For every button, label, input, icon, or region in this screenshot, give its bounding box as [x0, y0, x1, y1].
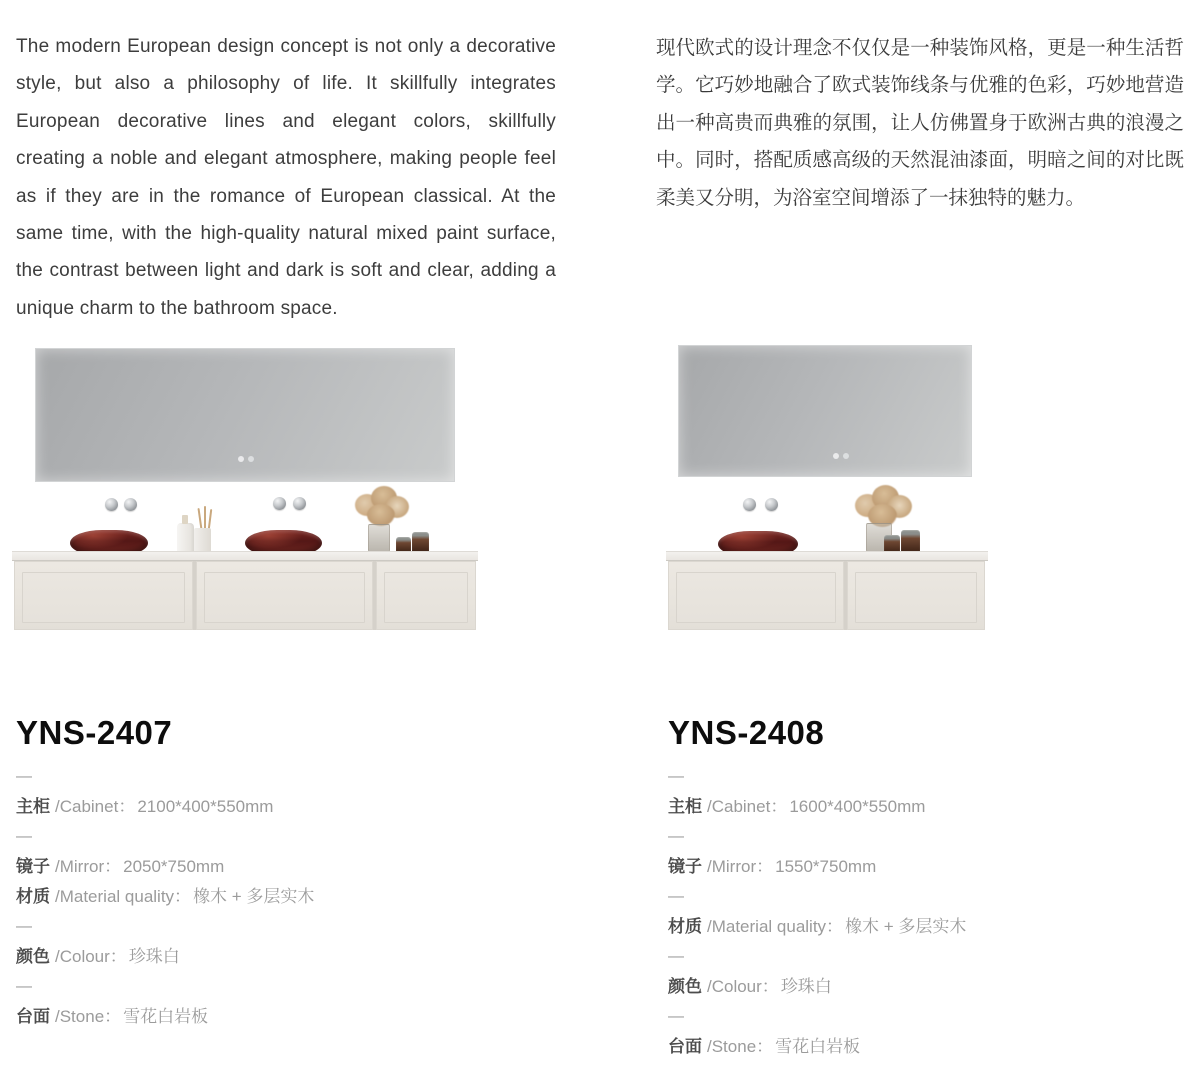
- intro-paragraph-english: The modern European design concept is not only a decorative style, but also a philosophy of life. It skillfully integrates European decorative lines and elegant colors, skillfully creating a noble and elegant atmosphere, making people feel as if they are in the romance of European classical. At the same time, with the high-quality natural mixed paint surface, the contrast between light and dark is soft and clear, adding a unique charm to the bathroom space.: [16, 36, 556, 319]
- spec-value: 橡木 + 多层实木: [845, 917, 967, 936]
- spec-divider: —: [16, 828, 32, 845]
- spec-label-zh: 主柜: [668, 797, 702, 816]
- spec-value: 1600*400*550mm: [789, 797, 926, 816]
- cabinet-door: [14, 561, 193, 630]
- spec-label-zh: 颜色: [16, 947, 50, 966]
- cabinet-door: [668, 561, 844, 630]
- mirror-touch-button-icon: [833, 453, 839, 459]
- faucet-handle: [743, 498, 756, 511]
- spec-value: 橡木 + 多层实木: [193, 887, 315, 906]
- spec-label-en: /Material quality：: [707, 917, 844, 936]
- spec-value: 2050*750mm: [123, 857, 225, 876]
- cabinet-door: [847, 561, 985, 630]
- spec-label-en: /Stone：: [55, 1007, 122, 1026]
- led-mirror: [678, 345, 972, 477]
- spec-row-stone: [668, 1032, 966, 1062]
- spec-divider: —: [16, 978, 32, 995]
- spec-list-yns-2408: [668, 762, 966, 1062]
- faucet-handle: [105, 498, 118, 511]
- spec-label-zh: 颜色: [668, 977, 702, 996]
- spec-divider: —: [668, 1008, 684, 1025]
- spec-label-zh: 材质: [668, 917, 702, 936]
- spec-label-en: /Material quality：: [55, 887, 192, 906]
- spec-value: 2100*400*550mm: [137, 797, 274, 816]
- spec-label-zh: 台面: [16, 1007, 50, 1026]
- spec-row-mirror: [16, 852, 314, 882]
- spec-value: 雪花白岩板: [775, 1037, 861, 1056]
- spec-row-mirror: [668, 852, 966, 882]
- mirror-touch-button-icon: [843, 453, 849, 459]
- spec-row-stone: [16, 1002, 314, 1032]
- faucet-handle: [765, 498, 778, 511]
- stone-countertop: [12, 551, 478, 561]
- mirror-touch-button-icon: [248, 456, 254, 462]
- spec-row-colour: [668, 972, 966, 1002]
- spec-label-en: /Mirror：: [707, 857, 774, 876]
- spec-label-zh: 主柜: [16, 797, 50, 816]
- stone-countertop: [666, 551, 988, 561]
- spec-divider: —: [16, 768, 32, 785]
- cabinet-door: [196, 561, 373, 630]
- flower-vase: [368, 524, 390, 553]
- mirror-touch-button-icon: [238, 456, 244, 462]
- spec-row-material: [668, 912, 966, 942]
- spec-label-en: /Colour：: [707, 977, 779, 996]
- spec-value: 1550*750mm: [775, 857, 877, 876]
- intro-paragraph-chinese: 现代欧式的设计理念不仅仅是一种装饰风格，更是一种生活哲学。它巧妙地融合了欧式装饰线条与优雅的色彩，巧妙地营造出一种高贵而典雅的氛围，让人仿佛置身于欧洲古典的浪漫之中。同时，搭配质感高级的天然混油漆面，明暗之间的对比既柔美又分明，为浴室空间增添了一抹独特的魅力。: [656, 37, 1184, 209]
- spec-value: 珍珠白: [128, 947, 180, 966]
- product-model-title: YNS-2407: [16, 714, 173, 751]
- brush: [204, 506, 206, 530]
- led-mirror: [35, 348, 455, 482]
- spec-value: 雪花白岩板: [123, 1007, 209, 1026]
- spec-label-zh: 材质: [16, 887, 50, 906]
- spec-label-en: /Stone：: [707, 1037, 774, 1056]
- spec-label-en: /Cabinet：: [707, 797, 788, 816]
- spec-label-zh: 镜子: [668, 857, 702, 876]
- spec-label-en: /Cabinet：: [55, 797, 136, 816]
- brush: [208, 509, 213, 530]
- spec-label-zh: 台面: [668, 1037, 702, 1056]
- spec-value: 珍珠白: [780, 977, 832, 996]
- spec-list-yns-2407: [16, 762, 314, 1032]
- faucet-handle: [124, 498, 137, 511]
- product-model-title: YNS-2408: [668, 714, 825, 751]
- faucet-handle: [293, 497, 306, 510]
- spec-divider: —: [668, 768, 684, 785]
- cabinet-door: [376, 561, 476, 630]
- spec-label-en: /Colour：: [55, 947, 127, 966]
- spec-row-cabinet: [668, 792, 966, 822]
- spec-divider: —: [668, 828, 684, 845]
- spec-row-cabinet: [16, 792, 314, 822]
- faucet-handle: [273, 497, 286, 510]
- spec-divider: —: [16, 918, 32, 935]
- spec-divider: —: [668, 888, 684, 905]
- spec-divider: —: [668, 948, 684, 965]
- product-photo-yns-2408: [660, 343, 990, 633]
- spec-label-zh: 镜子: [16, 857, 50, 876]
- product-photo-yns-2407: [10, 343, 480, 633]
- brush: [197, 508, 202, 530]
- spec-label-en: /Mirror：: [55, 857, 122, 876]
- spec-row-material: [16, 882, 314, 912]
- spec-row-colour: [16, 942, 314, 972]
